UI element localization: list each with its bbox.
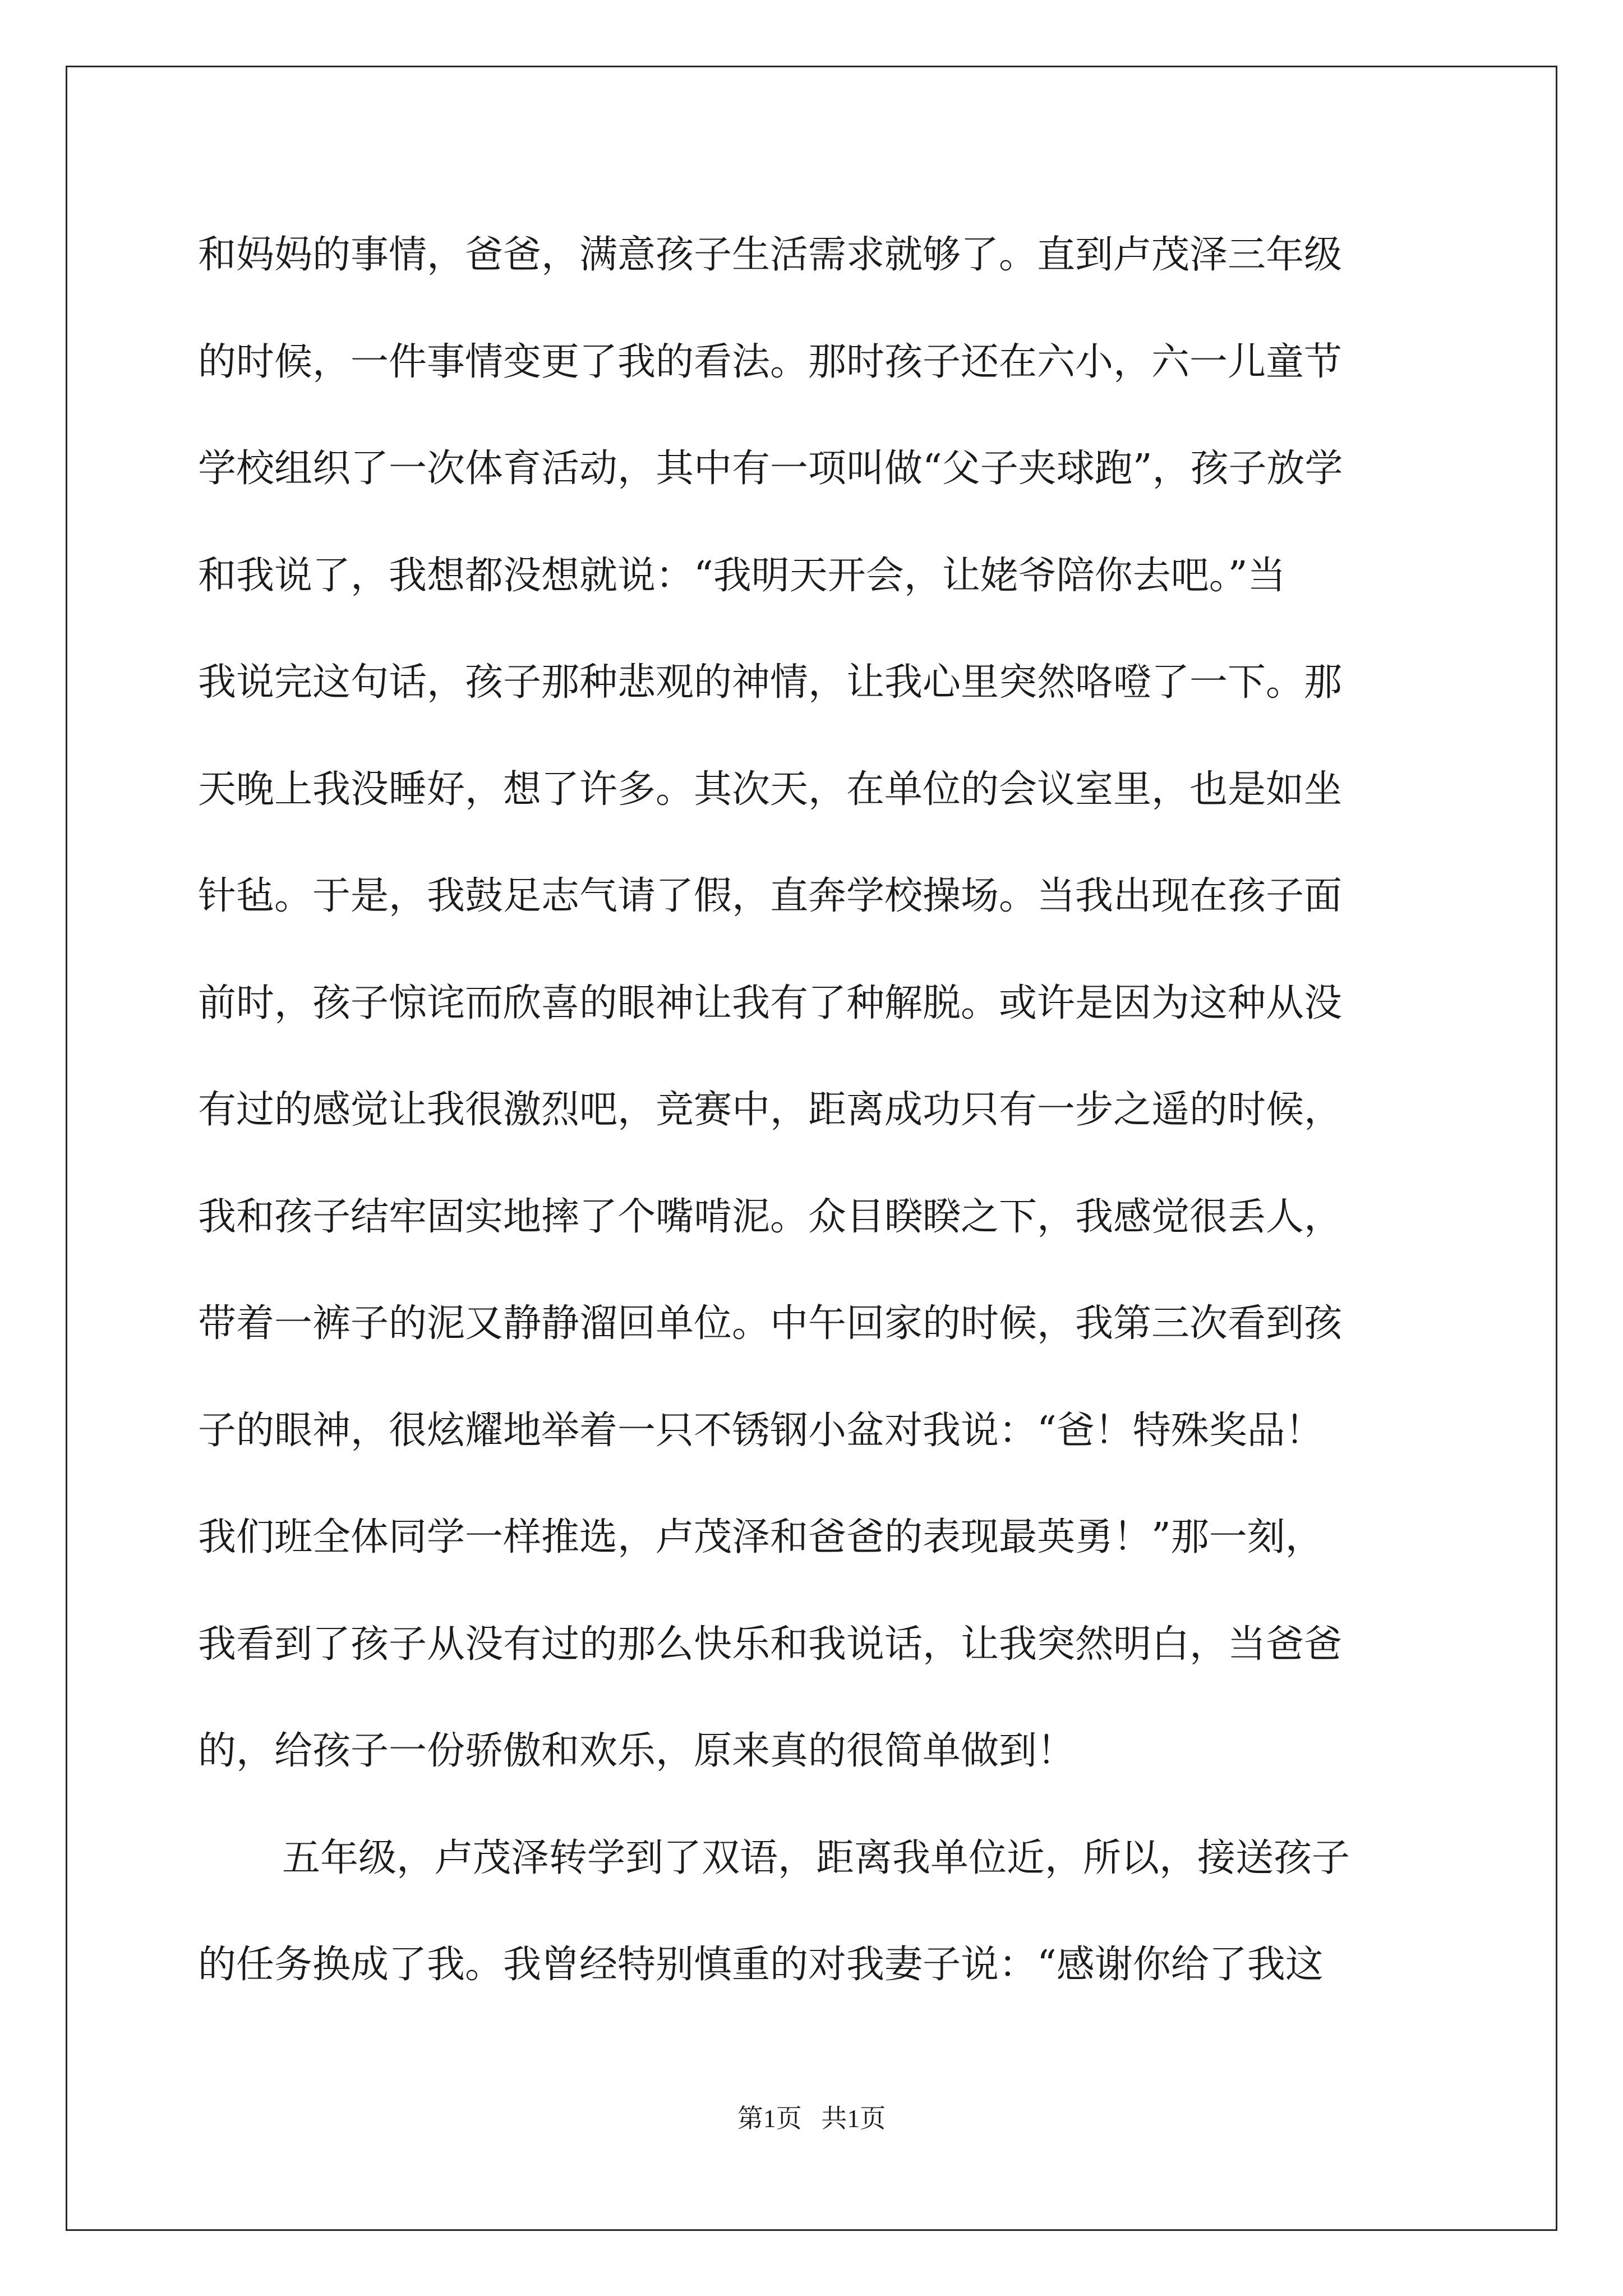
text-line: 我看到了孩子从没有过的那么快乐和我说话，让我突然明白，当爸爸 [198, 1622, 1343, 1667]
text-line: 我说完这句话，孩子那种悲观的神情，让我心里突然咯噔了一下。那 [198, 660, 1343, 705]
page-number-label: 第1页 共1页 [737, 2104, 886, 2133]
text-line: 针毡。于是，我鼓足志气请了假，直奔学校操场。当我出现在孩子面 [198, 874, 1343, 918]
text-line: 带着一裤子的泥又静静溜回单位。中午回家的时候，我第三次看到孩 [198, 1301, 1343, 1346]
paragraph-1 [198, 202, 1432, 1805]
text-line: 和妈妈的事情，爸爸，满意孩子生活需求就够了。直到卢茂泽三年级 [198, 233, 1343, 277]
text-line: 五年级，卢茂泽转学到了双语，距离我单位近，所以，接送孩子 [282, 1835, 1350, 1880]
paragraph-2 [198, 1805, 1432, 2019]
text-line: 学校组织了一次体育活动，其中有一项叫做“父子夹球跑”，孩子放学 [198, 447, 1343, 491]
document-body [198, 202, 1432, 2019]
text-line: 前时，孩子惊诧而欣喜的眼神让我有了种解脱。或许是因为这种从没 [198, 981, 1343, 1025]
text-line: 的，给孩子一份骄傲和欢乐，原来真的很简单做到！ [198, 1729, 1076, 1773]
text-line: 和我说了，我想都没想就说：“我明天开会，让姥爷陪你去吧。”当 [198, 553, 1286, 598]
text-line: 子的眼神，很炫耀地举着一只不锈钢小盆对我说：“爸！特殊奖品！ [198, 1408, 1324, 1453]
text-line: 的任务换成了我。我曾经特别慎重的对我妻子说：“感谢你给了我这 [198, 1943, 1324, 1987]
text-line: 有过的感觉让我很激烈吧，竞赛中，距离成功只有一步之遥的时候， [198, 1088, 1343, 1132]
text-line: 的时候，一件事情变更了我的看法。那时孩子还在六小，六一儿童节 [198, 339, 1343, 384]
text-line: 天晚上我没睡好，想了许多。其次天，在单位的会议室里，也是如坐 [198, 767, 1343, 812]
text-line: 我和孩子结牢固实地摔了个嘴啃泥。众目睽睽之下，我感觉很丢人， [198, 1194, 1343, 1239]
page-footer [0, 2098, 1623, 2135]
text-line: 我们班全体同学一样推选，卢茂泽和爸爸的表现最英勇！”那一刻， [198, 1515, 1324, 1559]
